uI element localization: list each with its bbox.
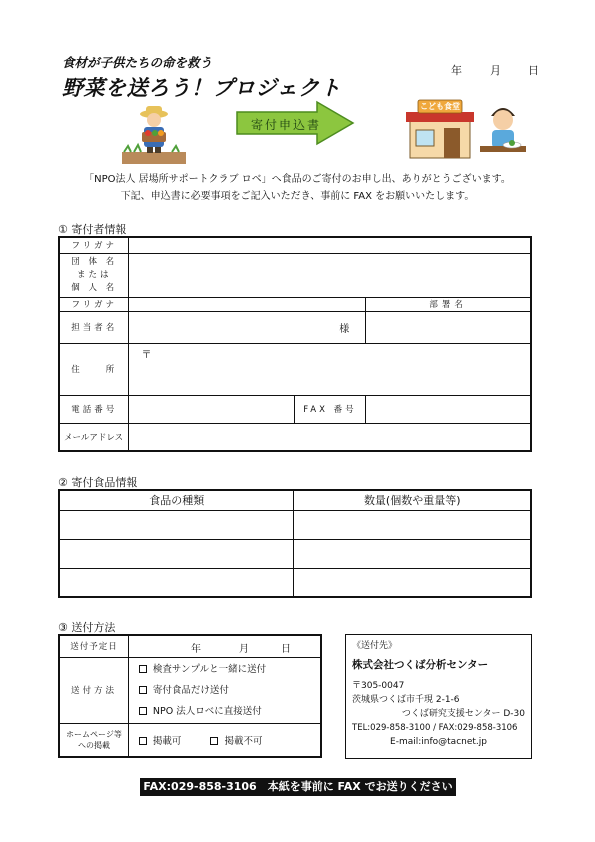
org-name-row <box>59 253 531 297</box>
shipping-method-row <box>59 657 321 723</box>
furigana-label-2: フリガナ <box>59 297 129 311</box>
destination-address-2: つくば研究支援センター D-30 <box>401 709 525 719</box>
address-field[interactable] <box>129 343 531 395</box>
checkbox[interactable] <box>139 707 147 715</box>
scheduled-date-row <box>59 635 321 657</box>
food-header-row <box>59 490 531 510</box>
destination-tel-fax: TEL:029-858-3100 / FAX:029-858-3106 <box>352 723 518 733</box>
email-label: メールアドレス <box>59 423 129 451</box>
contact-person-row <box>59 311 531 343</box>
department-field[interactable] <box>366 311 531 343</box>
destination-postal: 〒305-0047 <box>352 681 405 691</box>
food-type-cell[interactable] <box>59 568 294 597</box>
fax-label: FAX 番号 <box>294 395 366 423</box>
address-label: 住 所 <box>59 343 129 395</box>
furigana-field-2[interactable] <box>129 297 366 311</box>
postal-mark: 〒 <box>141 349 152 361</box>
shipping-option-with-samples[interactable] <box>139 659 320 680</box>
fax-field[interactable] <box>366 395 531 423</box>
checkbox[interactable] <box>139 686 147 694</box>
furigana-label: フリガナ <box>59 237 129 253</box>
fax-notice-bar: FAX:029-858-3106 本紙を事前に FAX でお送りください <box>140 778 456 796</box>
email-row <box>59 423 531 451</box>
food-info-table <box>58 489 532 598</box>
food-type-cell[interactable] <box>59 510 294 539</box>
farmer-illustration <box>122 100 186 164</box>
food-type-header: 食品の種類 <box>59 490 294 510</box>
food-type-cell[interactable] <box>59 539 294 568</box>
homepage-publish-label-line-1: ホームページ等 <box>66 729 122 739</box>
publish-ng-option[interactable] <box>210 736 262 747</box>
homepage-publish-label-line-2: への掲載 <box>77 740 110 750</box>
food-row <box>59 539 531 568</box>
destination-box <box>345 634 532 759</box>
donor-info-table <box>58 236 532 452</box>
shipping-method-options <box>128 657 321 723</box>
checkbox[interactable] <box>139 737 147 745</box>
phone-fax-row <box>59 395 531 423</box>
checkbox[interactable] <box>139 665 147 673</box>
email-field[interactable] <box>129 423 531 451</box>
phone-label: 電話番号 <box>59 395 129 423</box>
homepage-publish-options <box>128 723 321 757</box>
page-title: 野菜を送ろう！プロジェクト <box>62 76 342 100</box>
scheduled-date-label: 送付予定日 <box>59 635 128 657</box>
food-quantity-cell[interactable] <box>294 510 531 539</box>
arrow-label: 寄付申込書 <box>250 118 321 132</box>
intro-line-1: 「NPO法人 居場所サポートクラブ ロベ」へ食品のご寄付のお申し出、ありがとうございます。 <box>84 174 511 185</box>
food-quantity-cell[interactable] <box>294 568 531 597</box>
shipping-option-food-only[interactable] <box>139 680 320 701</box>
checkbox[interactable] <box>210 737 218 745</box>
food-quantity-cell[interactable] <box>294 539 531 568</box>
food-row <box>59 568 531 597</box>
scheduled-month: 月 <box>239 644 249 656</box>
shipping-option-label: 寄付食品だけ送付 <box>152 684 229 696</box>
address-row <box>59 343 531 395</box>
shipping-option-label: NPO 法人ロベに直接送付 <box>152 705 262 717</box>
date-day-label: 日 <box>528 64 539 77</box>
shipping-table <box>58 634 322 758</box>
homepage-publish-label <box>59 723 128 757</box>
scheduled-year: 年 <box>191 644 201 656</box>
food-quantity-header: 数量(個数や重量等) <box>294 490 531 510</box>
destination-address-1: 茨城県つくば市千現 2-1-6 <box>352 695 460 705</box>
contact-person-label: 担当者名 <box>59 311 129 343</box>
intro-line-2: 下記、申込書に必要事項をご記入いただき、事前に FAX をお願いいたします。 <box>120 191 475 202</box>
department-label: 部署名 <box>366 297 531 311</box>
org-name-label-line-1: 団 体 名 <box>71 256 118 267</box>
org-name-field[interactable] <box>129 253 531 297</box>
scheduled-day: 日 <box>281 644 291 656</box>
shipping-option-direct-to-robe[interactable] <box>139 701 320 722</box>
org-name-label-line-2: または <box>76 269 112 280</box>
section-shipping-heading: ③ 送付方法 <box>58 621 116 634</box>
publish-ng-label: 掲載不可 <box>224 735 263 747</box>
section-donor-heading: ① 寄付者情報 <box>58 223 127 236</box>
furigana-row <box>59 237 531 253</box>
furigana-department-row <box>59 297 531 311</box>
destination-heading: 《送付先》 <box>352 641 398 651</box>
shop-sign-label: こども食堂 <box>420 102 460 111</box>
publish-ok-label: 掲載可 <box>152 735 182 747</box>
org-name-label <box>59 253 129 297</box>
date-year-label: 年 <box>451 64 462 77</box>
shipping-method-label: 送付方法 <box>59 657 128 723</box>
destination-email: E-mail:info@tacnet.jp <box>390 737 487 747</box>
honorific-label: 様 <box>339 323 350 335</box>
food-row <box>59 510 531 539</box>
homepage-publish-row <box>59 723 321 757</box>
furigana-field[interactable] <box>129 237 531 253</box>
section-food-heading: ② 寄付食品情報 <box>58 476 138 489</box>
shipping-option-label: 検査サンプルと一緒に送付 <box>152 663 267 675</box>
scheduled-date-field[interactable] <box>128 635 321 657</box>
org-name-label-line-3: 個 人 名 <box>71 282 118 293</box>
destination-company: 株式会社つくば分析センター <box>352 659 489 671</box>
subtitle: 食材が子供たちの命を救う <box>62 55 213 70</box>
publish-ok-option[interactable] <box>139 736 182 747</box>
phone-field[interactable] <box>129 395 294 423</box>
contact-person-field[interactable] <box>129 311 366 343</box>
date-month-label: 月 <box>490 64 501 77</box>
child-eating-illustration <box>478 102 528 158</box>
